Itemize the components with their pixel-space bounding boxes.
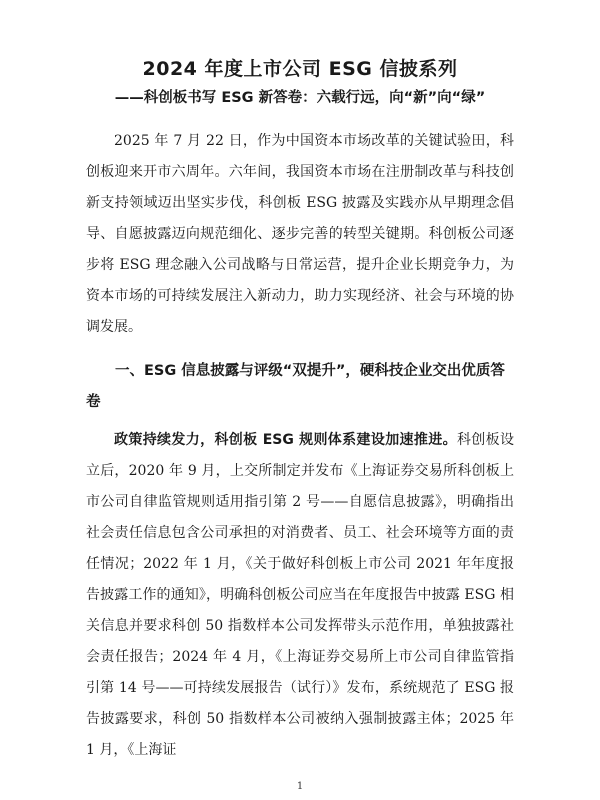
- paragraph-policy-lead: 政策持续发力，科创板 ESG 规则体系建设加速推进。: [114, 432, 457, 448]
- paragraph-policy-text: 科创板设立后，2020 年 9 月，上交所制定并发布《上海证券交易所科创板上市公司自律监管规则适用指引第 2 号——自愿信息披露》，明确指出社会责任信息包含公司承担的对消费者、员工、社会环境等方面的责任情况；2022 年 1 月，《关于做好科创板上市公司 2021 年年度报告披露工作的通知》，明确科创板公司应当在年度报告中披露 ESG 相关信息并要求科创 50 指数样本公司发挥带头示范作用，单独披露社会责任报告；2024 年 4 月，《上海证券交易所上市公司自律监管指引第 14 号——可持续发展报告（试行）》发布，系统规范了 ESG 报告披露要求，科创 50 指数样本公司被纳入强制披露主体；2025 年 1 月，《上海证: [86, 432, 515, 758]
- section-heading-1-text: 一、ESG 信息披露与评级“双提升”，硬科技企业交出优质答卷: [86, 363, 505, 410]
- page-number: 1: [296, 781, 304, 792]
- document-title: 2024 年度上市公司 ESG 信披系列: [142, 58, 458, 80]
- paragraph-intro: [86, 126, 514, 343]
- paragraph-intro-text: 2025 年 7 月 22 日，作为中国资本市场改革的关键试验田，科创板迎来开市六周年。六年间，我国资本市场在注册制改革与科技创新支持领域迈出坚实步伐，科创板 ESG 披露及实践亦从早期理念倡导、自愿披露迈向规范细化、逐步完善的转型关键期。科创板公司逐步将 ESG 理念融入公司战略与日常运营，提升企业长期竞争力，为资本市场的可持续发展注入新动力，助力实现经济、社会与环境的协调发展。: [86, 133, 514, 335]
- document-subtitle: ——科创板书写 ESG 新答卷：六载行远，向“新”向“绿”: [114, 90, 486, 106]
- paragraph-policy: [86, 425, 514, 766]
- paragraph-policy-content: [86, 425, 514, 766]
- section-heading-1: [86, 356, 514, 418]
